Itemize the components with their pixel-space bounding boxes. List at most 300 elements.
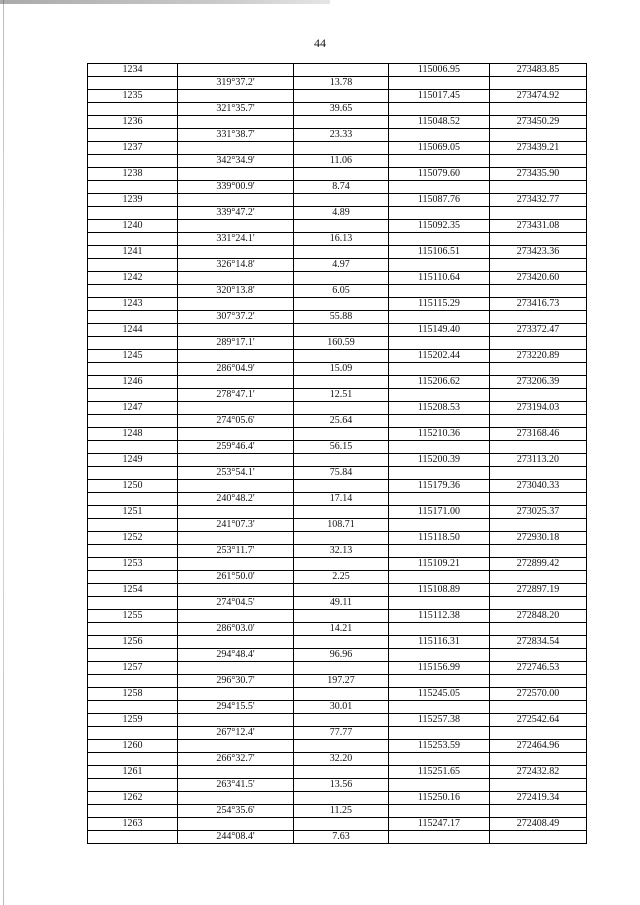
point-id: 1234 [88, 64, 178, 77]
empty-cell [294, 402, 389, 415]
y-coordinate: 272930.18 [490, 532, 587, 545]
empty-cell [178, 636, 294, 649]
empty-cell [88, 155, 178, 168]
y-coordinate: 273040.33 [490, 480, 587, 493]
x-coordinate: 115206.62 [389, 376, 490, 389]
point-row [88, 168, 587, 181]
point-id: 1261 [88, 766, 178, 779]
empty-cell [389, 441, 490, 454]
empty-cell [294, 662, 389, 675]
point-id: 1244 [88, 324, 178, 337]
empty-cell [178, 64, 294, 77]
empty-cell [88, 467, 178, 480]
empty-cell [178, 168, 294, 181]
direction-angle: 331°38.7' [178, 129, 294, 142]
y-coordinate: 273423.36 [490, 246, 587, 259]
segment-row [88, 441, 587, 454]
point-row [88, 662, 587, 675]
x-coordinate: 115048.52 [389, 116, 490, 129]
empty-cell [490, 441, 587, 454]
y-coordinate: 273432.77 [490, 194, 587, 207]
x-coordinate: 115156.99 [389, 662, 490, 675]
x-coordinate: 115087.76 [389, 194, 490, 207]
empty-cell [389, 155, 490, 168]
direction-angle: 326°14.8' [178, 259, 294, 272]
empty-cell [178, 350, 294, 363]
empty-cell [389, 623, 490, 636]
empty-cell [490, 467, 587, 480]
coordinates-table-body [88, 64, 587, 844]
y-coordinate: 272899.42 [490, 558, 587, 571]
point-id: 1239 [88, 194, 178, 207]
empty-cell [389, 571, 490, 584]
direction-angle: 286°03.0' [178, 623, 294, 636]
segment-length: 25.64 [294, 415, 389, 428]
empty-cell [88, 779, 178, 792]
direction-angle: 320°13.8' [178, 285, 294, 298]
segment-row [88, 181, 587, 194]
empty-cell [490, 623, 587, 636]
empty-cell [178, 324, 294, 337]
empty-cell [294, 90, 389, 103]
empty-cell [490, 493, 587, 506]
point-row [88, 714, 587, 727]
segment-row [88, 259, 587, 272]
point-row [88, 532, 587, 545]
empty-cell [178, 194, 294, 207]
y-coordinate: 272834.54 [490, 636, 587, 649]
empty-cell [389, 519, 490, 532]
point-row [88, 116, 587, 129]
empty-cell [389, 753, 490, 766]
empty-cell [294, 324, 389, 337]
segment-length: 2.25 [294, 571, 389, 584]
y-coordinate: 273113.20 [490, 454, 587, 467]
empty-cell [294, 740, 389, 753]
direction-angle: 278°47.1' [178, 389, 294, 402]
direction-angle: 307°37.2' [178, 311, 294, 324]
x-coordinate: 115208.53 [389, 402, 490, 415]
direction-angle: 263°41.5' [178, 779, 294, 792]
empty-cell [178, 506, 294, 519]
direction-angle: 267°12.4' [178, 727, 294, 740]
y-coordinate: 272570.00 [490, 688, 587, 701]
point-id: 1245 [88, 350, 178, 363]
segment-row [88, 103, 587, 116]
segment-length: 4.89 [294, 207, 389, 220]
empty-cell [389, 779, 490, 792]
direction-angle: 244°08.4' [178, 831, 294, 844]
empty-cell [294, 792, 389, 805]
point-row [88, 636, 587, 649]
direction-angle: 286°04.9' [178, 363, 294, 376]
empty-cell [294, 298, 389, 311]
y-coordinate: 272542.64 [490, 714, 587, 727]
direction-angle: 294°48.4' [178, 649, 294, 662]
empty-cell [294, 194, 389, 207]
direction-angle: 296°30.7' [178, 675, 294, 688]
segment-row [88, 727, 587, 740]
empty-cell [88, 441, 178, 454]
y-coordinate: 272848.20 [490, 610, 587, 623]
empty-cell [294, 116, 389, 129]
direction-angle: 339°00.9' [178, 181, 294, 194]
segment-row [88, 207, 587, 220]
segment-row [88, 363, 587, 376]
point-id: 1240 [88, 220, 178, 233]
empty-cell [490, 77, 587, 90]
empty-cell [88, 597, 178, 610]
empty-cell [490, 753, 587, 766]
empty-cell [88, 363, 178, 376]
x-coordinate: 115106.51 [389, 246, 490, 259]
segment-length: 15.09 [294, 363, 389, 376]
coordinates-table [87, 63, 587, 844]
segment-length: 77.77 [294, 727, 389, 740]
empty-cell [178, 402, 294, 415]
empty-cell [88, 389, 178, 402]
segment-length: 4.97 [294, 259, 389, 272]
x-coordinate: 115257.38 [389, 714, 490, 727]
segment-length: 13.78 [294, 77, 389, 90]
segment-length: 49.11 [294, 597, 389, 610]
empty-cell [178, 454, 294, 467]
empty-cell [294, 350, 389, 363]
point-row [88, 454, 587, 467]
empty-cell [88, 129, 178, 142]
segment-length: 14.21 [294, 623, 389, 636]
empty-cell [178, 818, 294, 831]
segment-length: 32.20 [294, 753, 389, 766]
empty-cell [88, 415, 178, 428]
x-coordinate: 115210.36 [389, 428, 490, 441]
empty-cell [490, 103, 587, 116]
empty-cell [389, 311, 490, 324]
point-id: 1242 [88, 272, 178, 285]
empty-cell [294, 142, 389, 155]
point-row [88, 90, 587, 103]
point-id: 1247 [88, 402, 178, 415]
segment-length: 12.51 [294, 389, 389, 402]
segment-row [88, 571, 587, 584]
x-coordinate: 115250.16 [389, 792, 490, 805]
direction-angle: 274°05.6' [178, 415, 294, 428]
x-coordinate: 115108.89 [389, 584, 490, 597]
point-row [88, 194, 587, 207]
direction-angle: 241°07.3' [178, 519, 294, 532]
point-row [88, 506, 587, 519]
empty-cell [389, 233, 490, 246]
empty-cell [294, 558, 389, 571]
point-id: 1262 [88, 792, 178, 805]
x-coordinate: 115112.38 [389, 610, 490, 623]
empty-cell [88, 207, 178, 220]
point-row [88, 298, 587, 311]
empty-cell [178, 532, 294, 545]
empty-cell [490, 805, 587, 818]
page-number: 44 [314, 36, 326, 50]
point-row [88, 792, 587, 805]
x-coordinate: 115006.95 [389, 64, 490, 77]
y-coordinate: 273220.89 [490, 350, 587, 363]
point-id: 1263 [88, 818, 178, 831]
point-row [88, 766, 587, 779]
empty-cell [490, 181, 587, 194]
x-coordinate: 115245.05 [389, 688, 490, 701]
segment-length: 17.14 [294, 493, 389, 506]
empty-cell [178, 740, 294, 753]
empty-cell [389, 259, 490, 272]
empty-cell [490, 649, 587, 662]
empty-cell [389, 103, 490, 116]
segment-length: 160.59 [294, 337, 389, 350]
empty-cell [389, 77, 490, 90]
y-coordinate: 273025.37 [490, 506, 587, 519]
empty-cell [178, 298, 294, 311]
segment-row [88, 233, 587, 246]
segment-length: 16.13 [294, 233, 389, 246]
segment-row [88, 597, 587, 610]
point-id: 1235 [88, 90, 178, 103]
empty-cell [389, 649, 490, 662]
x-coordinate: 115149.40 [389, 324, 490, 337]
empty-cell [178, 246, 294, 259]
empty-cell [490, 311, 587, 324]
point-id: 1251 [88, 506, 178, 519]
point-id: 1246 [88, 376, 178, 389]
y-coordinate: 273483.85 [490, 64, 587, 77]
empty-cell [389, 701, 490, 714]
x-coordinate: 115179.36 [389, 480, 490, 493]
segment-length: 75.84 [294, 467, 389, 480]
empty-cell [490, 389, 587, 402]
direction-angle: 253°54.1' [178, 467, 294, 480]
empty-cell [88, 701, 178, 714]
point-id: 1249 [88, 454, 178, 467]
point-id: 1255 [88, 610, 178, 623]
empty-cell [490, 415, 587, 428]
x-coordinate: 115079.60 [389, 168, 490, 181]
y-coordinate: 273435.90 [490, 168, 587, 181]
segment-length: 108.71 [294, 519, 389, 532]
y-coordinate: 273194.03 [490, 402, 587, 415]
direction-angle: 261°50.0' [178, 571, 294, 584]
empty-cell [88, 649, 178, 662]
empty-cell [88, 77, 178, 90]
direction-angle: 331°24.1' [178, 233, 294, 246]
empty-cell [88, 337, 178, 350]
direction-angle: 321°35.7' [178, 103, 294, 116]
empty-cell [389, 337, 490, 350]
empty-cell [294, 220, 389, 233]
segment-row [88, 649, 587, 662]
empty-cell [88, 623, 178, 636]
empty-cell [178, 376, 294, 389]
segment-length: 55.88 [294, 311, 389, 324]
empty-cell [294, 714, 389, 727]
empty-cell [389, 545, 490, 558]
x-coordinate: 115202.44 [389, 350, 490, 363]
empty-cell [389, 363, 490, 376]
empty-cell [490, 779, 587, 792]
point-row [88, 246, 587, 259]
segment-length: 197.27 [294, 675, 389, 688]
point-row [88, 220, 587, 233]
segment-length: 39.65 [294, 103, 389, 116]
direction-angle: 254°35.6' [178, 805, 294, 818]
empty-cell [389, 207, 490, 220]
empty-cell [178, 142, 294, 155]
point-row [88, 818, 587, 831]
y-coordinate: 272419.34 [490, 792, 587, 805]
segment-row [88, 831, 587, 844]
empty-cell [178, 220, 294, 233]
empty-cell [178, 272, 294, 285]
point-row [88, 142, 587, 155]
point-id: 1257 [88, 662, 178, 675]
segment-length: 7.63 [294, 831, 389, 844]
y-coordinate: 273450.29 [490, 116, 587, 129]
segment-length: 6.05 [294, 285, 389, 298]
point-id: 1252 [88, 532, 178, 545]
empty-cell [178, 792, 294, 805]
point-id: 1243 [88, 298, 178, 311]
empty-cell [294, 428, 389, 441]
x-coordinate: 115017.45 [389, 90, 490, 103]
empty-cell [490, 519, 587, 532]
point-row [88, 324, 587, 337]
segment-row [88, 129, 587, 142]
segment-length: 11.06 [294, 155, 389, 168]
segment-length: 13.56 [294, 779, 389, 792]
x-coordinate: 115092.35 [389, 220, 490, 233]
y-coordinate: 273431.08 [490, 220, 587, 233]
point-id: 1250 [88, 480, 178, 493]
direction-angle: 289°17.1' [178, 337, 294, 350]
point-id: 1237 [88, 142, 178, 155]
empty-cell [490, 571, 587, 584]
empty-cell [178, 480, 294, 493]
point-id: 1259 [88, 714, 178, 727]
empty-cell [178, 584, 294, 597]
empty-cell [389, 181, 490, 194]
point-row [88, 480, 587, 493]
empty-cell [88, 493, 178, 506]
point-id: 1253 [88, 558, 178, 571]
direction-angle: 319°37.2' [178, 77, 294, 90]
segment-row [88, 519, 587, 532]
empty-cell [178, 116, 294, 129]
empty-cell [88, 571, 178, 584]
direction-angle: 259°46.4' [178, 441, 294, 454]
empty-cell [178, 558, 294, 571]
empty-cell [389, 415, 490, 428]
empty-cell [389, 727, 490, 740]
point-row [88, 428, 587, 441]
x-coordinate: 115118.50 [389, 532, 490, 545]
segment-row [88, 701, 587, 714]
point-id: 1260 [88, 740, 178, 753]
segment-row [88, 779, 587, 792]
empty-cell [88, 259, 178, 272]
empty-cell [490, 285, 587, 298]
y-coordinate: 273372.47 [490, 324, 587, 337]
x-coordinate: 115110.64 [389, 272, 490, 285]
empty-cell [294, 636, 389, 649]
empty-cell [294, 376, 389, 389]
segment-row [88, 493, 587, 506]
direction-angle: 253°11.7' [178, 545, 294, 558]
direction-angle: 266°32.7' [178, 753, 294, 766]
direction-angle: 294°15.5' [178, 701, 294, 714]
direction-angle: 342°34.9' [178, 155, 294, 168]
empty-cell [294, 584, 389, 597]
empty-cell [88, 545, 178, 558]
point-row [88, 64, 587, 77]
empty-cell [178, 662, 294, 675]
point-row [88, 558, 587, 571]
y-coordinate: 273206.39 [490, 376, 587, 389]
point-row [88, 350, 587, 363]
empty-cell [389, 285, 490, 298]
y-coordinate: 273439.21 [490, 142, 587, 155]
direction-angle: 240°48.2' [178, 493, 294, 506]
empty-cell [490, 129, 587, 142]
segment-row [88, 389, 587, 402]
y-coordinate: 273168.46 [490, 428, 587, 441]
segment-row [88, 675, 587, 688]
point-row [88, 610, 587, 623]
point-id: 1248 [88, 428, 178, 441]
point-row [88, 584, 587, 597]
x-coordinate: 115251.65 [389, 766, 490, 779]
empty-cell [490, 675, 587, 688]
y-coordinate: 273474.92 [490, 90, 587, 103]
point-id: 1236 [88, 116, 178, 129]
y-coordinate: 273420.60 [490, 272, 587, 285]
direction-angle: 274°04.5' [178, 597, 294, 610]
empty-cell [490, 363, 587, 376]
empty-cell [178, 766, 294, 779]
point-id: 1241 [88, 246, 178, 259]
segment-length: 8.74 [294, 181, 389, 194]
segment-row [88, 155, 587, 168]
empty-cell [178, 610, 294, 623]
empty-cell [490, 831, 587, 844]
empty-cell [88, 831, 178, 844]
segment-row [88, 545, 587, 558]
empty-cell [294, 454, 389, 467]
segment-row [88, 623, 587, 636]
y-coordinate: 273416.73 [490, 298, 587, 311]
empty-cell [88, 805, 178, 818]
segment-length: 32.13 [294, 545, 389, 558]
x-coordinate: 115116.31 [389, 636, 490, 649]
empty-cell [490, 233, 587, 246]
empty-cell [490, 701, 587, 714]
segment-row [88, 337, 587, 350]
empty-cell [490, 207, 587, 220]
empty-cell [389, 805, 490, 818]
segment-length: 30.01 [294, 701, 389, 714]
scan-edge-left [3, 0, 4, 905]
empty-cell [88, 103, 178, 116]
empty-cell [88, 233, 178, 246]
empty-cell [294, 766, 389, 779]
y-coordinate: 272408.49 [490, 818, 587, 831]
empty-cell [490, 545, 587, 558]
empty-cell [294, 64, 389, 77]
